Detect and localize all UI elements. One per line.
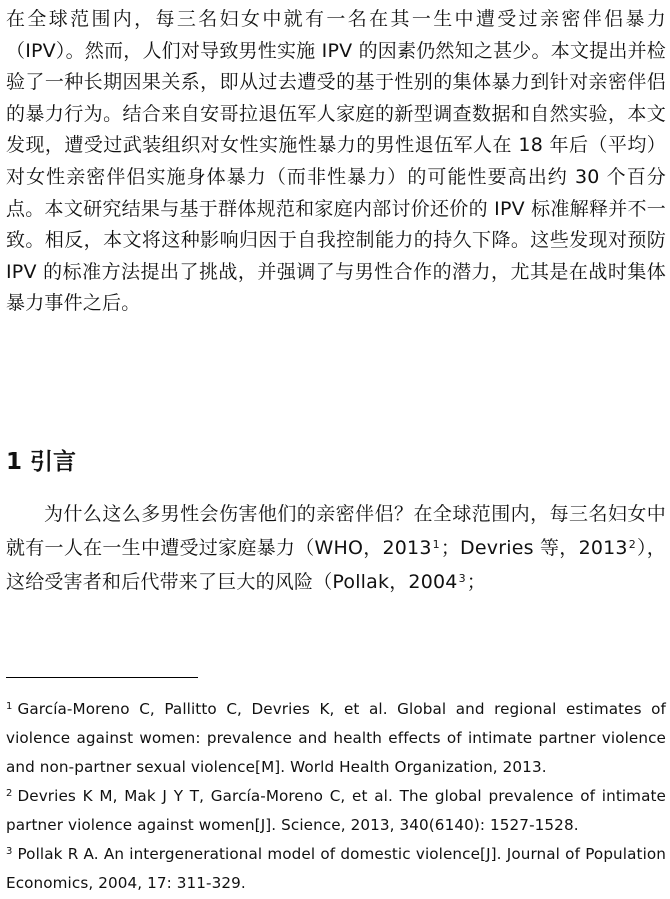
citation-ref-3[interactable]: 3 <box>458 572 466 585</box>
citation-ref-1[interactable]: 1 <box>432 538 440 551</box>
intro-text-part-3: ），这给受害者和后代带来了巨大的风险（Pollak，2004 <box>6 537 666 593</box>
section-heading-introduction: 1 引言 <box>6 449 77 475</box>
citation-ref-2[interactable]: 2 <box>628 538 636 551</box>
introduction-paragraph <box>6 497 666 599</box>
footnote-item <box>6 695 666 782</box>
footnote-divider <box>6 677 198 678</box>
intro-text-part-2: ；Devries 等，2013 <box>440 537 628 559</box>
footnote-item <box>6 840 666 898</box>
footnote-text: García-Moreno C, Pallitto C, Devries K, et al. Global and regional estimates of violence against women: prevalence and health effects of intimate partner violence and non-partner sexual violence[M]. World Health Organization, 2013. <box>6 700 666 776</box>
footnote-text: Pollak R A. An intergenerational model of domestic violence[J]. Journal of Population Economics, 2004, 17: 311-329. <box>6 845 666 892</box>
footnote-text: Devries K M, Mak J Y T, García-Moreno C, et al. The global prevalence of intimate partner violence against women[J]. Science, 2013, 340(6140): 1527-1528. <box>6 787 666 834</box>
footnote-list <box>6 695 666 898</box>
intro-text-part-4: ； <box>466 571 486 593</box>
footnote-item <box>6 782 666 840</box>
footnote-number: 2 <box>6 788 13 799</box>
footnote-number: 3 <box>6 846 13 857</box>
footnote-number: 1 <box>6 701 13 712</box>
intro-text-part-1: 为什么这么多男性会伤害他们的亲密伴侣？在全球范围内，每三名妇女中就有一人在一生中遭受过家庭暴力（WHO，2013 <box>6 503 666 559</box>
abstract-paragraph: 在全球范围内，每三名妇女中就有一名在其一生中遭受过亲密伴侣暴力（IPV）。然而，人们对导致男性实施 IPV 的因素仍然知之甚少。本文提出并检验了一种长期因果关系，即从过去遭受的基于性别的集体暴力到针对亲密伴侣的暴力行为。结合来自安哥拉退伍军人家庭的新型调查数据和自然实验，本文发现，遭受过武装组织对女性实施性暴力的男性退伍军人在 18 年后（平均）对女性亲密伴侣实施身体暴力（而非性暴力）的可能性要高出约 30 个百分点。本文研究结果与基于群体规范和家庭内部讨价还价的 IPV 标准解释并不一致。相反，本文将这种影响归因于自我控制能力的持久下降。这些发现对预防 IPV 的标准方法提出了挑战，并强调了与男性合作的潜力，尤其是在战时集体暴力事件之后。 <box>6 8 666 315</box>
